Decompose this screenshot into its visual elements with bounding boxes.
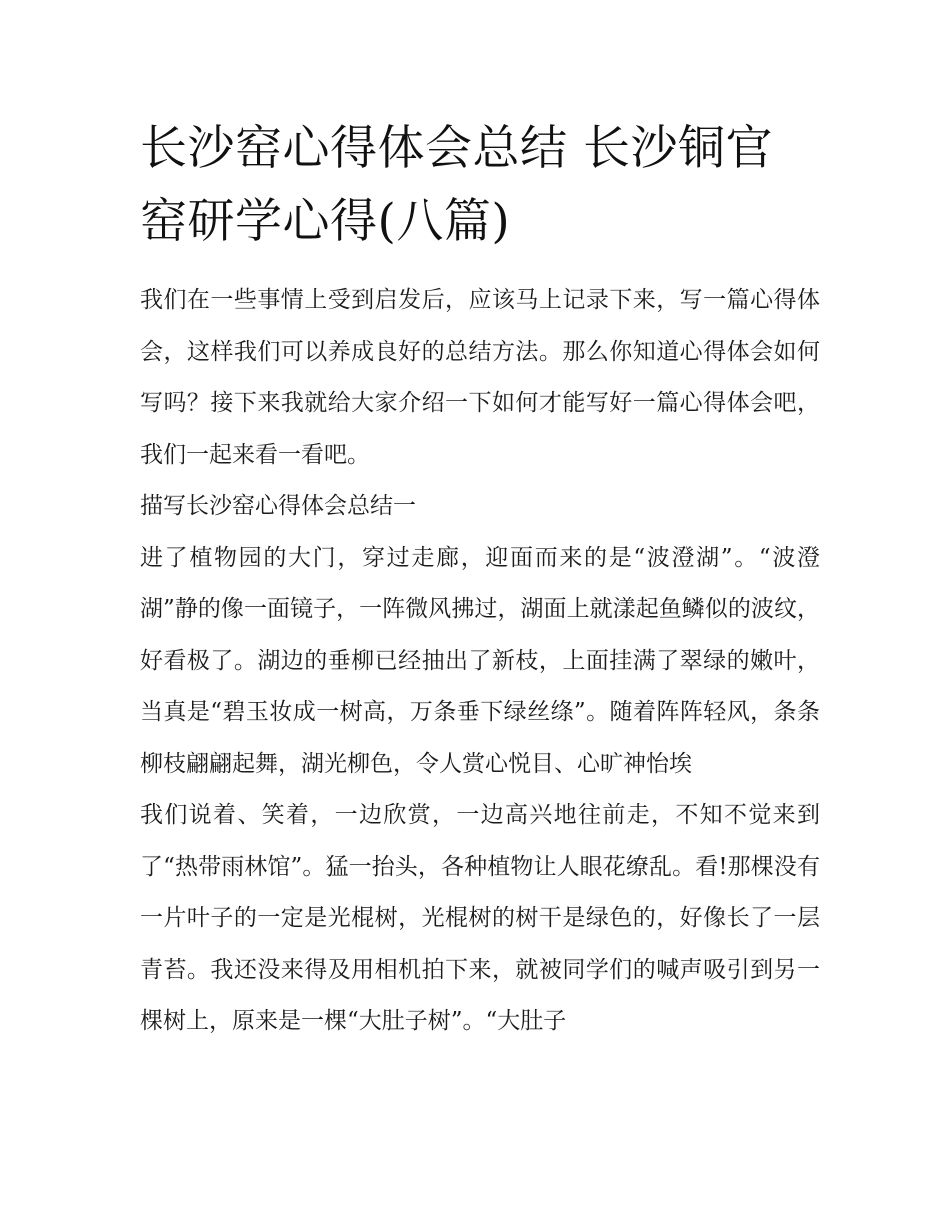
intro-paragraph: 我们在一些事情上受到启发后，应该马上记录下来，写一篇心得体会，这样我们可以养成良好的总结方法。那么你知道心得体会如何写吗？接下来我就给大家介绍一下如何才能写好一篇心得体会吧，我们一起来看一看吧。 [140,287,820,468]
section-heading: 描写长沙窑心得体会总结一 [140,493,416,519]
document-body [140,275,820,1048]
body-paragraph: 我们说着、笑着，一边欣赏，一边高兴地往前走，不知不觉来到了“热带雨林馆”。猛一抬头，各种植物让人眼花缭乱。看!那棵没有一片叶子的一定是光棍树，光棍树的树干是绿色的，好像长了一层青苔。我还没来得及用相机拍下来，就被同学们的喊声吸引到另一棵树上，原来是一棵“大肚子树”。“大肚子 [140,802,820,1034]
document-title: 长沙窑心得体会总结 长沙铜官窑研学心得(八篇) [140,121,773,249]
body-paragraph: 进了植物园的大门，穿过走廊，迎面而来的是“波澄湖”。“波澄湖”静的像一面镜子，一阵微风拂过，湖面上就漾起鱼鳞似的波纹，好看极了。湖边的垂柳已经抽出了新枝，上面挂满了翠绿的嫩叶，当真是“碧玉妆成一树高，万条垂下绿丝绦”。随着阵阵轻风，条条柳枝翩翩起舞，湖光柳色，令人赏心悦目、心旷神怡埃 [140,544,820,777]
